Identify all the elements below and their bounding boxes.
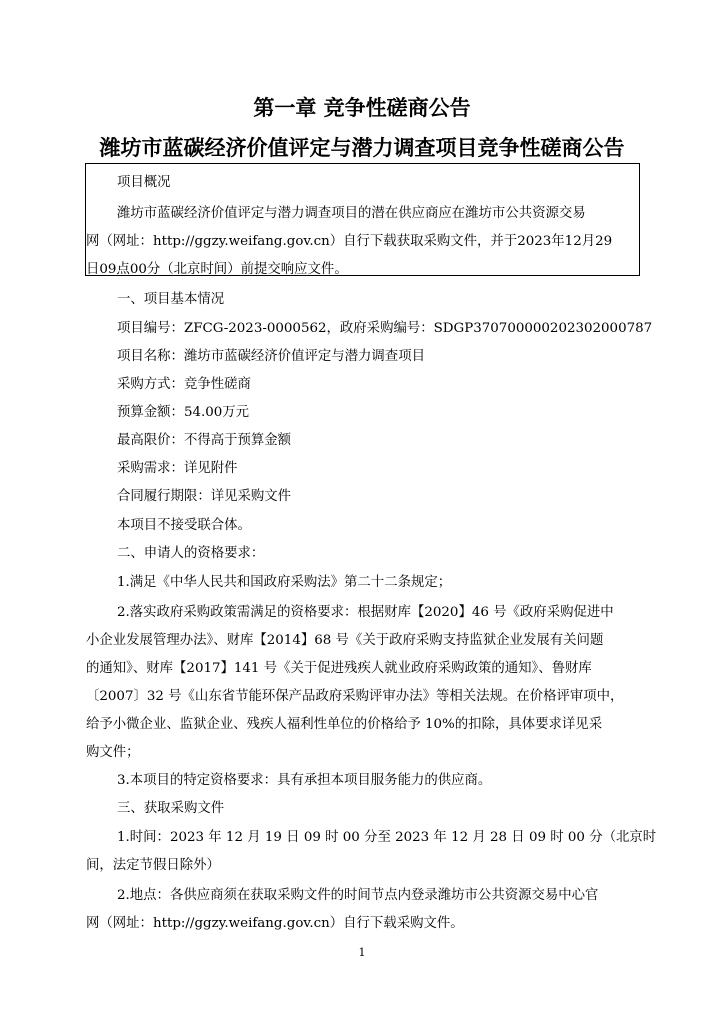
qualification-item-3: 3.本项目的特定资格要求：具有承担本项目服务能力的供应商。 [117, 773, 492, 788]
acquisition-place-line-1: 2.地点：各供应商须在获取采购文件的时间节点内登录潍坊市公共资源交易中心官 [117, 888, 599, 903]
max-price: 最高限价：不得高于预算金额 [117, 433, 292, 448]
overview-line-3: 日09点00分（北京时间）前提交响应文件。 [86, 262, 348, 277]
chapter-title: 第一章 竞争性磋商公告 [253, 96, 471, 120]
overview-line-2: 网（网址：http://ggzy.weifang.gov.cn）自行下载获取采购文件，并于2023年12月29 [86, 234, 613, 249]
section3-heading: 三、获取采购文件 [117, 801, 225, 816]
overview-heading: 项目概况 [117, 175, 171, 190]
acquisition-place-line-2: 网（网址：http://ggzy.weifang.gov.cn）自行下载采购文件。 [86, 916, 464, 931]
contract-period: 合同履行期限：详见采购文件 [117, 489, 292, 504]
budget-amount: 预算金额：54.00万元 [117, 405, 250, 420]
procurement-requirements: 采购需求：详见附件 [117, 461, 238, 476]
section1-heading: 一、项目基本情况 [117, 292, 225, 307]
qualification-item-2-line-4: 〔2007〕32 号《山东省节能环保产品政府采购评审办法》等相关法规。在价格评审项中， [86, 689, 624, 704]
acquisition-time-line-1: 1.时间：2023 年 12 月 19 日 09 时 00 分至 2023 年 12 月 28 日 09 时 00 分（北京时 [117, 830, 657, 845]
overview-line-1: 潍坊市蓝碳经济价值评定与潜力调查项目的潜在供应商应在潍坊市公共资源交易 [117, 206, 586, 221]
qualification-item-2-line-1: 2.落实政府采购政策需满足的资格要求：根据财库【2020】46 号《政府采购促进中 [117, 605, 614, 620]
acquisition-time-line-2: 间，法定节假日除外） [86, 858, 220, 873]
qualification-item-2-line-5: 给予小微企业、监狱企业、残疾人福利性单位的价格给予 10%的扣除，具体要求详见采 [86, 717, 603, 732]
consortium-note: 本项目不接受联合体。 [117, 518, 251, 533]
procurement-method: 采购方式：竞争性磋商 [117, 377, 251, 392]
qualification-item-1: 1.满足《中华人民共和国政府采购法》第二十二条规定； [117, 575, 452, 590]
project-name: 项目名称：潍坊市蓝碳经济价值评定与潜力调查项目 [117, 349, 425, 364]
project-number: 项目编号：ZFCG-2023-0000562，政府采购编号：SDGP370700000202302000787 [117, 321, 653, 336]
page-number: 1 [358, 946, 366, 959]
qualification-item-2-line-2: 小企业发展管理办法》、财库【2014】68 号《关于政府采购支持监狱企业发展有关问题 [86, 633, 604, 648]
section2-heading: 二、申请人的资格要求： [117, 546, 265, 561]
qualification-item-2-line-3: 的通知》、财库【2017】141 号《关于促进残疾人就业政府采购政策的通知》、鲁财库 [86, 661, 592, 676]
page-title: 潍坊市蓝碳经济价值评定与潜力调查项目竞争性磋商公告 [99, 136, 625, 160]
qualification-item-2-line-6: 购文件； [86, 745, 140, 760]
